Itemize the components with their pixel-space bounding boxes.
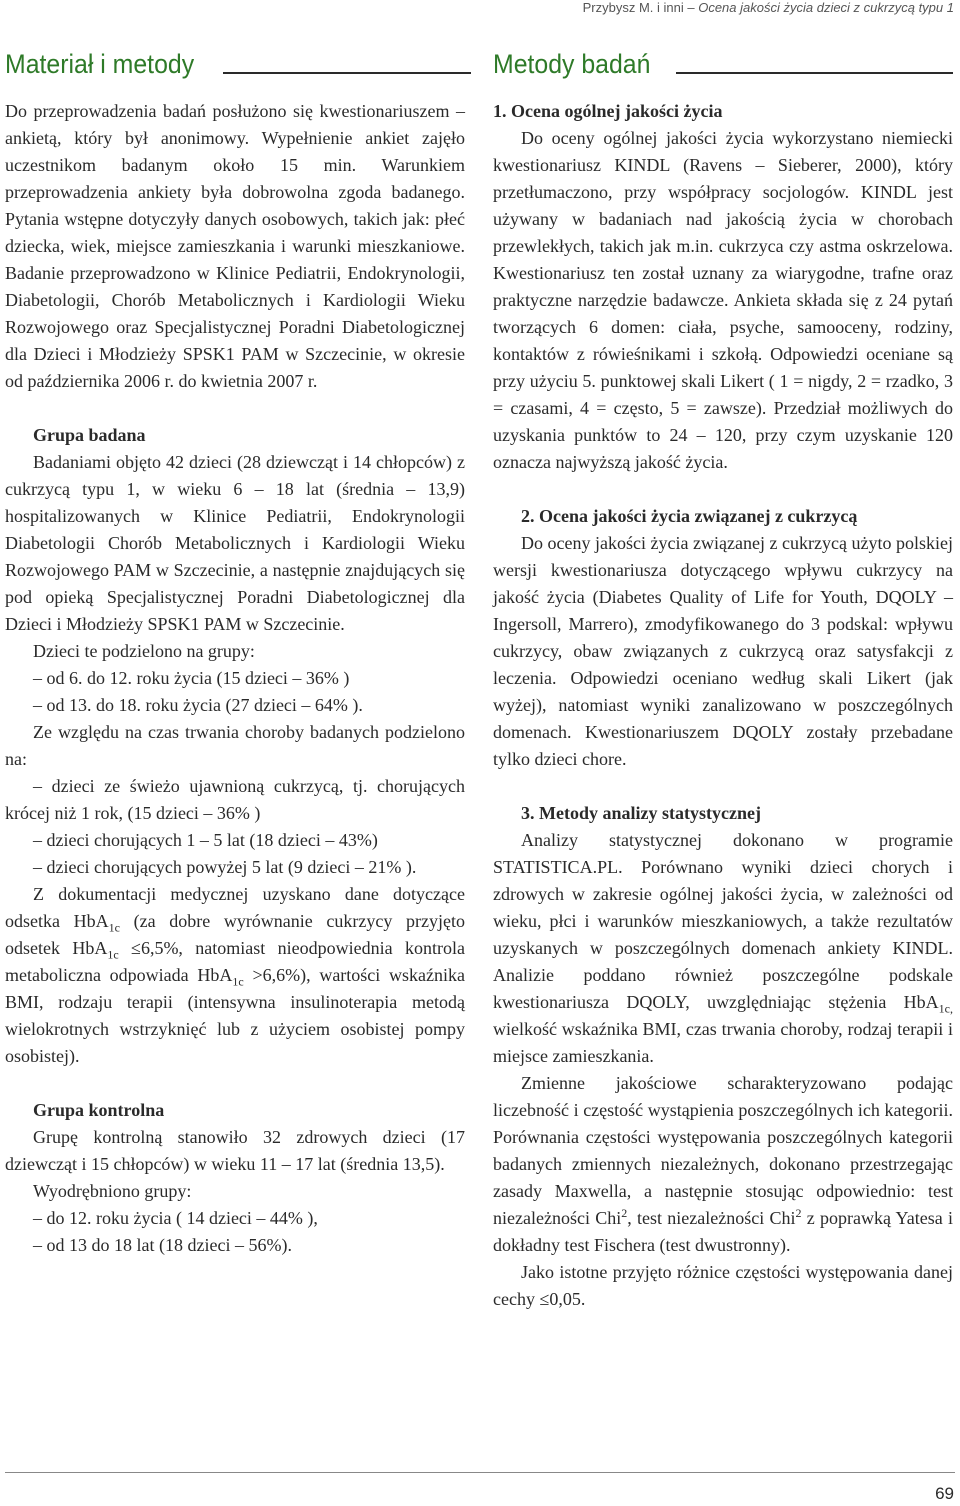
running-header [583, 0, 954, 15]
section-title-materials [5, 40, 465, 78]
control-group-heading: Grupa kontrolna [33, 1100, 165, 1120]
age-group-item: – od 13. do 18. roku życia (27 dzieci – 64% ). [33, 695, 363, 715]
control-groups-intro: Wyodrębniono grupy: [33, 1181, 192, 1201]
duration-intro: Ze względu na czas trwania choroby badanych podzielono na: [5, 722, 465, 769]
section-title-methods [493, 40, 953, 78]
statistics-paragraph-2: Zmienne jakościowe scharakteryzowano podając liczebność i częstość wystąpienia poszczególnych ich kategorii. Porównania częstości występowania poszczególnych kategorii badanych zmiennych niezależnych, dokonano przestrzegając zasady Maxwella, a następnie stosując odpowiednio: test niezależności Chi$^2$, test niezależności Chi$^2$ z poprawką Yatesa i dokładny test Fischera (test dwustronny). [493, 1073, 953, 1255]
control-group-item: – od 13 do 18 lat (18 dzieci – 56%). [33, 1235, 292, 1255]
diabetes-qol-heading: 2. Ocena jakości życia związanej z cukrzycą [521, 506, 858, 526]
statistics-heading: 3. Metody analizy statystycznej [521, 803, 761, 823]
diabetes-qol-paragraph: Do oceny jakości życia związanej z cukrzycą użyto polskiej wersji kwestionariusza dotyczącego wpływu cukrzycy na jakość życia (Diabetes Quality of Life for Youth, DQOLY – Ingersoll, Marrero), zmodyfikowanego do 3 podskal: wpływu cukrzycy, obaw związanych z cukrzycą oraz satysfakcji z leczenia. Odpowiedzi oceniano według skali Likert (jak wyżej), natomiast wyniki zanalizowano w poszczególnych domenach. Kwestionariuszem DQOLY zostały przebadane tylko dzieci chore. [493, 533, 953, 769]
study-group-paragraph: Badaniami objęto 42 dzieci (28 dziewcząt i 14 chłopców) z cukrzycą typu 1, w wieku 6 – 18 lat (średnia – 13,9) hospitalizowanych w Klinice Pediatrii, Endokrynologii Diabetologii Chorób Metabolicznych i Kardiologii Wieku Rozwojowego PAM w Szczecinie, a następnie znajdujących się pod opieką Specjalistycznej Poradni Diabetologicznej dla Dzieci i Młodzieży SPSK1 PAM w Szczecinie. [5, 452, 465, 634]
control-group-paragraph: Grupę kontrolną stanowiło 32 zdrowych dzieci (17 dziewcząt i 15 chłopców) w wieku 11 – 17 lat (średnia 13,5). [5, 1127, 465, 1174]
footer-rule [5, 1472, 955, 1473]
groups-intro: Dzieci te podzielono na grupy: [33, 641, 255, 661]
control-group-item: – do 12. roku życia ( 14 dzieci – 44% ), [33, 1208, 318, 1228]
general-qol-heading: 1. Ocena ogólnej jakości życia [493, 101, 723, 121]
duration-group-item: – dzieci ze świeżo ujawnioną cukrzycą, tj. chorujących krócej niż 1 rok, (15 dzieci – 36% ) [5, 776, 465, 823]
section-title-text: Materiał i metody [5, 49, 195, 79]
header-separator: – [683, 0, 699, 15]
header-article-title: Ocena jakości życia dzieci z cukrzycą typu 1 [698, 0, 954, 15]
statistics-paragraph-3: Jako istotne przyjęto różnice częstości występowania danej cechy ≤0,05. [493, 1262, 953, 1309]
right-column [493, 40, 953, 1313]
header-authors: Przybysz M. i inni [582, 0, 684, 15]
statistics-paragraph-1: Analizy statystycznej dokonano w programie STATISTICA.PL. Porównano wyniki dzieci chorych i zdrowych w zakresie ogólnej jakości życia, w zależności od wieku, płci i warunków mieszkaniowych, a także rezultatów uzyskanych w poszczególnych domenach ankiety KINDL. Analizie poddano również poszczególne podskale kwestionariusza DQOLY, uwzględniając stężenia HbA$_{1c,}$ wielkość wskaźnika BMI, czas trwania choroby, rodzaj terapii i miejsce zamieszkania. [493, 830, 953, 1066]
section-title-rule [676, 72, 953, 74]
duration-group-item: – dzieci chorujących powyżej 5 lat (9 dzieci – 21% ). [33, 857, 417, 877]
left-column [5, 40, 465, 1259]
page-number: 69 [935, 1484, 954, 1503]
duration-group-item: – dzieci chorujących 1 – 5 lat (18 dzieci – 43%) [33, 830, 378, 850]
general-qol-paragraph: Do oceny ogólnej jakości życia wykorzystano niemiecki kwestionariusz KINDL (Ravens – Sieberer, 2000), który przetłumaczono, przy współpracy socjologów. KINDL jest używany w badaniach nad jakością życia w chorobach przewlekłych, takich jak m.in. cukrzyca czy astma oskrzelowa. Kwestionariusz ten został uznany za wiarygodne, trafne oraz praktyczne narzędzie badawcze. Ankieta składa się z 24 pytań tworzących 6 domen: ciała, psyche, samooceny, rodziny, kontaktów z rówieśnikami i szkołą. Odpowiedzi oceniane są przy użyciu 5. punktowej skali Likert ( 1 = nigdy, 2 = rzadko, 3 = czasami, 4 = często, 5 = zawsze). Przedział możliwych do uzyskania punktów to 24 – 120, przy czym uzyskanie 120 oznacza najwyższą jakość życia. [493, 128, 953, 472]
section-title-rule [223, 72, 471, 74]
study-group-heading: Grupa badana [33, 425, 146, 445]
medical-data-paragraph: Z dokumentacji medycznej uzyskano dane dotyczące odsetka HbA$_{1c}$ (za dobre wyrównanie cukrzycy przyjęto odsetek HbA$_{1c}$ ≤6,5%, natomiast nieodpowiednia kontrola metaboliczna odpowiada HbA$_{1c}$ >6,6%), wartości wskaźnika BMI, rodzaju terapii (intensywna insulinoterapia metodą wielokrotnych wstrzyknięć lub z użyciem osobistej pompy osobistej). [5, 884, 465, 1066]
intro-paragraph: Do przeprowadzenia badań posłużono się kwestionariuszem – ankietą, który był anonimowy. Wypełnienie ankiet zajęło uczestnikom badanym około 15 min. Warunkiem przeprowadzenia ankiety była dobrowolna zgoda badanego. Pytania wstępne dotyczyły danych osobowych, takich jak: płeć dziecka, wiek, miejsce zamieszkania i warunki mieszkaniowe. Badanie przeprowadzono w Klinice Pediatrii, Endokrynologii, Diabetologii, Chorób Metabolicznych i Kardiologii Wieku Rozwojowego oraz Specjalistycznej Poradni Diabetologicznej dla Dzieci i Młodzieży SPSK1 PAM w Szczecinie, w okresie od października 2006 r. do kwietnia 2007 r. [5, 101, 465, 391]
age-group-item: – od 6. do 12. roku życia (15 dzieci – 36% ) [33, 668, 350, 688]
section-title-text: Metody badań [493, 49, 651, 79]
